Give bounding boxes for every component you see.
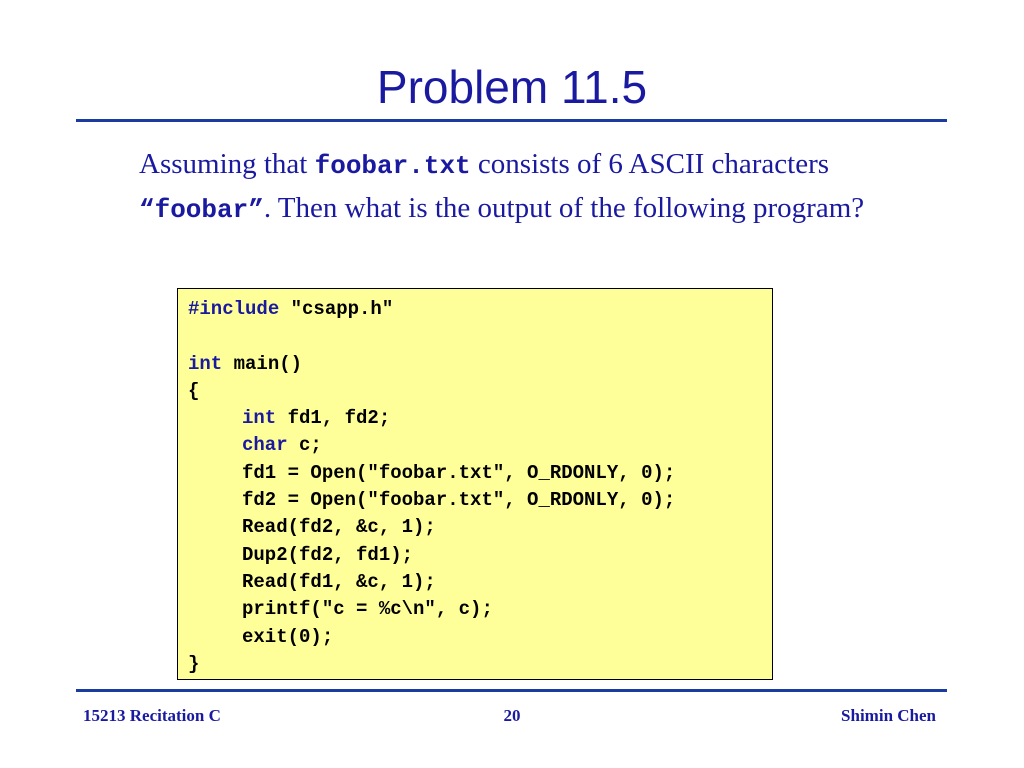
- intro-text-2: consists of 6 ASCII characters: [470, 148, 830, 180]
- code-line: [188, 351, 772, 378]
- code-text: c;: [287, 434, 322, 457]
- code-line: [188, 514, 772, 541]
- code-line: [188, 542, 772, 569]
- code-keyword: int: [188, 352, 223, 375]
- code-line: [188, 624, 772, 651]
- code-text: fd1, fd2;: [276, 407, 391, 430]
- footer-course: 15213 Recitation C: [83, 706, 221, 725]
- problem-statement: [139, 143, 939, 231]
- code-line: [188, 405, 772, 432]
- filename-code: foobar.txt: [314, 151, 471, 181]
- code-block: [177, 288, 773, 680]
- code-line: [188, 569, 772, 596]
- code-keyword: int: [242, 407, 277, 430]
- intro-text-1: Assuming that: [139, 148, 315, 180]
- code-blank-line: [188, 323, 772, 350]
- code-text: Read(fd1, &c, 1);: [242, 570, 436, 593]
- code-keyword: #include: [188, 298, 280, 320]
- footer-page-number: 20: [503, 706, 521, 725]
- footer-author: Shimin Chen: [841, 706, 936, 725]
- code-line: [188, 460, 772, 487]
- code-line: }: [188, 652, 200, 675]
- title-divider: [76, 119, 947, 122]
- slide-title: Problem 11.5: [376, 61, 648, 113]
- code-line: [188, 296, 772, 323]
- code-text: main(): [222, 352, 303, 375]
- code-text: exit(0);: [242, 625, 334, 648]
- intro-text-3: . Then what is the output of the following program?: [263, 192, 865, 224]
- code-text: Read(fd2, &c, 1);: [242, 516, 436, 539]
- footer-divider: [76, 689, 947, 692]
- quoted-content-code: “foobar”: [139, 195, 264, 225]
- code-text: "csapp.h": [279, 298, 394, 320]
- code-text: fd1 = Open("foobar.txt", O_RDONLY, 0);: [242, 461, 676, 484]
- code-line: [188, 596, 772, 623]
- code-text: fd2 = Open("foobar.txt", O_RDONLY, 0);: [242, 489, 676, 512]
- code-line: [188, 432, 772, 459]
- code-line: {: [188, 379, 200, 402]
- code-text: printf("c = %c\n", c);: [242, 598, 493, 621]
- code-line: [188, 487, 772, 514]
- code-text: Dup2(fd2, fd1);: [242, 543, 414, 566]
- code-keyword: char: [242, 434, 288, 457]
